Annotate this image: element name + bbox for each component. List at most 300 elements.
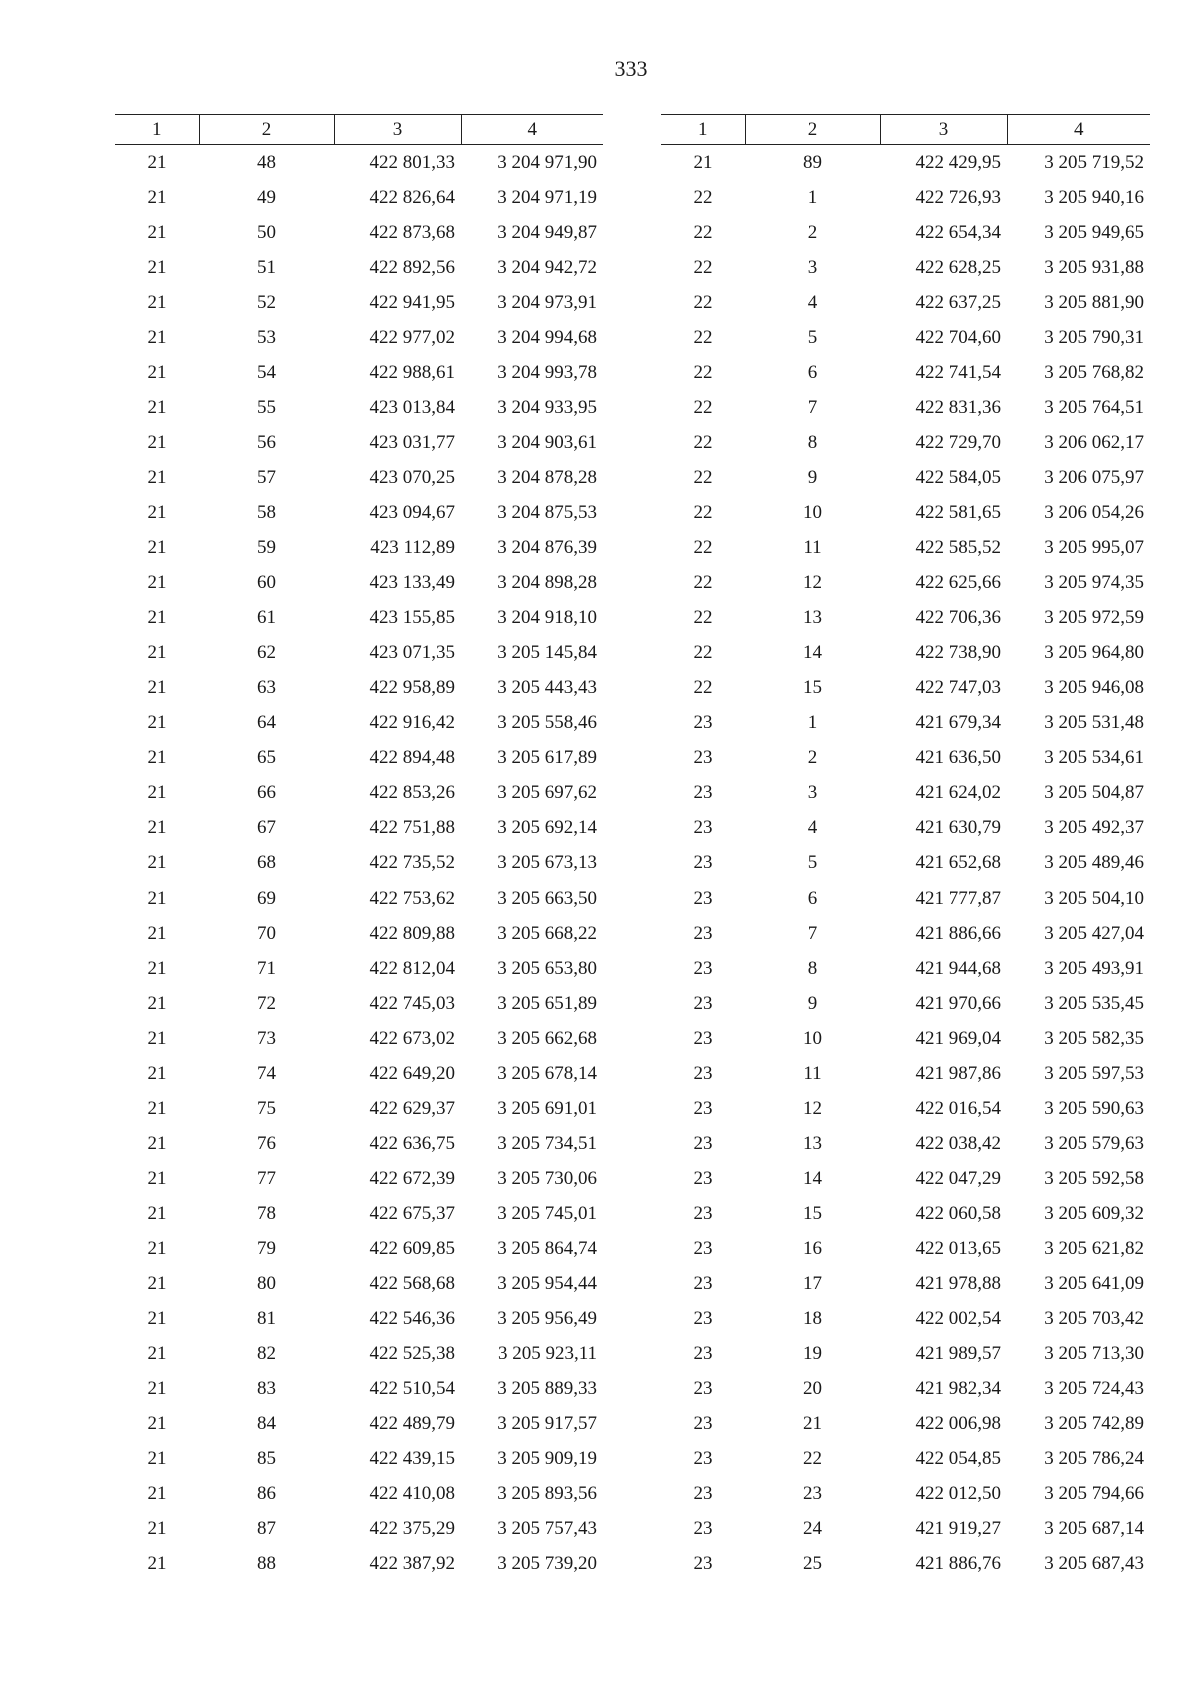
table-row — [115, 811, 603, 846]
cell-point: 66 — [257, 782, 276, 804]
cell-x: 422 489,79 — [369, 1413, 455, 1435]
table-row — [661, 1407, 1150, 1442]
cell-x: 421 987,86 — [915, 1062, 1001, 1084]
cell-y: 3 204 898,28 — [497, 572, 597, 594]
cell-zone: 21 — [147, 642, 167, 664]
cell-point: 59 — [257, 537, 276, 559]
cell-point: 12 — [803, 1097, 822, 1119]
cell-x: 422 735,52 — [369, 852, 455, 874]
table-row — [115, 1302, 603, 1337]
table-row — [661, 390, 1150, 425]
cell-point: 3 — [807, 782, 818, 804]
cell-zone: 21 — [147, 1378, 167, 1400]
cell-point: 10 — [803, 501, 822, 523]
table-row — [115, 881, 603, 916]
cell-zone: 22 — [693, 607, 713, 629]
cell-y: 3 205 790,31 — [1044, 326, 1144, 348]
table-row — [115, 986, 603, 1021]
cell-y: 3 204 942,72 — [497, 256, 597, 278]
cell-zone: 22 — [693, 431, 713, 453]
table-row — [661, 460, 1150, 495]
cell-y: 3 206 075,97 — [1044, 466, 1144, 488]
cell-zone: 21 — [147, 1202, 167, 1224]
cell-zone: 21 — [147, 677, 167, 699]
cell-x: 422 916,42 — [369, 712, 455, 734]
cell-zone: 21 — [147, 1027, 167, 1049]
table-row — [115, 1407, 603, 1442]
cell-zone: 23 — [693, 747, 713, 769]
cell-zone: 23 — [693, 1273, 713, 1295]
cell-zone: 21 — [147, 607, 167, 629]
cell-zone: 21 — [147, 957, 167, 979]
cell-point: 60 — [257, 572, 276, 594]
cell-zone: 23 — [693, 852, 713, 874]
cell-x: 422 745,03 — [369, 992, 455, 1014]
cell-y: 3 205 617,89 — [497, 747, 597, 769]
cell-x: 423 094,67 — [369, 501, 455, 523]
cell-y: 3 205 673,13 — [497, 852, 597, 874]
cell-x: 422 054,85 — [915, 1448, 1001, 1470]
table-row — [661, 425, 1150, 460]
table-row — [115, 355, 603, 390]
cell-point: 10 — [803, 1027, 822, 1049]
cell-y: 3 205 592,58 — [1044, 1167, 1144, 1189]
cell-x: 421 969,04 — [915, 1027, 1001, 1049]
table-row — [115, 1231, 603, 1266]
table-row — [661, 1021, 1150, 1056]
table-body-left — [115, 145, 603, 1582]
cell-y: 3 205 687,14 — [1044, 1518, 1144, 1540]
cell-x: 422 672,39 — [369, 1167, 455, 1189]
cell-point: 80 — [257, 1273, 276, 1295]
table-row — [661, 1196, 1150, 1231]
cell-x: 421 944,68 — [915, 957, 1001, 979]
cell-x: 422 410,08 — [369, 1483, 455, 1505]
cell-point: 13 — [803, 1132, 822, 1154]
cell-y: 3 205 504,87 — [1044, 782, 1144, 804]
cell-y: 3 205 949,65 — [1044, 221, 1144, 243]
table-row — [661, 320, 1150, 355]
column-header-3: 3 — [880, 115, 1007, 145]
table-row — [115, 1337, 603, 1372]
cell-y: 3 205 535,45 — [1044, 992, 1144, 1014]
cell-point: 79 — [257, 1237, 276, 1259]
cell-y: 3 205 697,62 — [497, 782, 597, 804]
cell-point: 7 — [807, 396, 818, 418]
cell-x: 422 038,42 — [915, 1132, 1001, 1154]
cell-y: 3 205 739,20 — [497, 1553, 597, 1575]
table-row — [661, 145, 1150, 181]
cell-y: 3 205 582,35 — [1044, 1027, 1144, 1049]
cell-zone: 21 — [147, 396, 167, 418]
cell-zone: 22 — [693, 537, 713, 559]
cell-y: 3 205 692,14 — [497, 817, 597, 839]
cell-y: 3 205 558,46 — [497, 712, 597, 734]
cell-x: 422 002,54 — [915, 1308, 1001, 1330]
cell-y: 3 204 876,39 — [497, 537, 597, 559]
cell-point: 67 — [257, 817, 276, 839]
cell-point: 24 — [803, 1518, 822, 1540]
cell-point: 77 — [257, 1167, 276, 1189]
cell-zone: 21 — [147, 256, 167, 278]
cell-point: 53 — [257, 326, 276, 348]
cell-zone: 23 — [693, 1062, 713, 1084]
cell-x: 422 060,58 — [915, 1202, 1001, 1224]
table-row — [661, 215, 1150, 250]
cell-point: 50 — [257, 221, 276, 243]
cell-x: 422 738,90 — [915, 642, 1001, 664]
table-row — [661, 1547, 1150, 1582]
cell-zone: 21 — [147, 501, 167, 523]
table-row — [661, 776, 1150, 811]
table-row — [115, 320, 603, 355]
cell-zone: 23 — [693, 992, 713, 1014]
cell-zone: 23 — [693, 1027, 713, 1049]
cell-zone: 21 — [147, 1132, 167, 1154]
cell-x: 422 988,61 — [369, 361, 455, 383]
cell-point: 84 — [257, 1413, 276, 1435]
table-row — [115, 741, 603, 776]
column-header-3: 3 — [334, 115, 461, 145]
cell-point: 4 — [807, 817, 818, 839]
table-row — [661, 1512, 1150, 1547]
cell-x: 421 624,02 — [915, 782, 1001, 804]
table-row — [661, 285, 1150, 320]
cell-zone: 21 — [147, 291, 167, 313]
cell-x: 421 989,57 — [915, 1343, 1001, 1365]
cell-zone: 21 — [147, 1553, 167, 1575]
cell-zone: 23 — [693, 1202, 713, 1224]
cell-point: 21 — [803, 1413, 822, 1435]
cell-x: 421 636,50 — [915, 747, 1001, 769]
cell-point: 1 — [807, 186, 818, 208]
cell-x: 421 970,66 — [915, 992, 1001, 1014]
cell-point: 6 — [807, 887, 818, 909]
cell-y: 3 205 893,56 — [497, 1483, 597, 1505]
table-row — [115, 1372, 603, 1407]
cell-point: 63 — [257, 677, 276, 699]
cell-zone: 23 — [693, 1237, 713, 1259]
cell-point: 20 — [803, 1378, 822, 1400]
table-row — [115, 1021, 603, 1056]
cell-point: 74 — [257, 1062, 276, 1084]
table-header-row — [115, 115, 603, 145]
cell-zone: 23 — [693, 1413, 713, 1435]
table-row — [115, 1477, 603, 1512]
cell-y: 3 205 995,07 — [1044, 537, 1144, 559]
table-row — [115, 1442, 603, 1477]
table-row — [661, 566, 1150, 601]
cell-point: 12 — [803, 572, 822, 594]
cell-zone: 21 — [147, 1273, 167, 1295]
cell-x: 422 628,25 — [915, 256, 1001, 278]
cell-x: 423 070,25 — [369, 466, 455, 488]
cell-point: 17 — [803, 1273, 822, 1295]
table-row — [661, 986, 1150, 1021]
cell-y: 3 205 531,48 — [1044, 712, 1144, 734]
cell-x: 423 031,77 — [369, 431, 455, 453]
coordinates-table-right — [661, 114, 1150, 1582]
cell-x: 422 831,36 — [915, 396, 1001, 418]
cell-x: 422 801,33 — [369, 151, 455, 173]
cell-x: 422 654,34 — [915, 221, 1001, 243]
page-number: 333 — [614, 56, 648, 81]
cell-zone: 22 — [693, 361, 713, 383]
cell-zone: 21 — [147, 361, 167, 383]
cell-zone: 21 — [147, 572, 167, 594]
cell-x: 422 637,25 — [915, 291, 1001, 313]
cell-x: 422 649,20 — [369, 1062, 455, 1084]
cell-zone: 22 — [693, 572, 713, 594]
cell-point: 82 — [257, 1343, 276, 1365]
cell-zone: 23 — [693, 817, 713, 839]
table-row — [661, 1477, 1150, 1512]
cell-y: 3 205 768,82 — [1044, 361, 1144, 383]
cell-x: 422 873,68 — [369, 221, 455, 243]
column-header-2: 2 — [745, 115, 880, 145]
table-row — [661, 1231, 1150, 1266]
cell-y: 3 205 972,59 — [1044, 607, 1144, 629]
table-row — [115, 390, 603, 425]
cell-point: 8 — [807, 957, 818, 979]
table-row — [661, 671, 1150, 706]
cell-y: 3 205 954,44 — [497, 1273, 597, 1295]
cell-zone: 21 — [147, 817, 167, 839]
column-header-4: 4 — [461, 115, 603, 145]
cell-zone: 21 — [147, 431, 167, 453]
cell-zone: 21 — [147, 186, 167, 208]
cell-point: 83 — [257, 1378, 276, 1400]
table-row — [661, 1372, 1150, 1407]
cell-zone: 23 — [693, 1518, 713, 1540]
cell-zone: 21 — [147, 1062, 167, 1084]
cell-zone: 23 — [693, 957, 713, 979]
cell-x: 421 982,34 — [915, 1378, 1001, 1400]
cell-x: 422 546,36 — [369, 1308, 455, 1330]
cell-y: 3 205 590,63 — [1044, 1097, 1144, 1119]
cell-y: 3 206 054,26 — [1044, 501, 1144, 523]
cell-y: 3 205 745,01 — [497, 1202, 597, 1224]
cell-point: 58 — [257, 501, 276, 523]
cell-x: 422 977,02 — [369, 326, 455, 348]
cell-y: 3 204 903,61 — [497, 431, 597, 453]
cell-y: 3 205 940,16 — [1044, 186, 1144, 208]
cell-zone: 22 — [693, 642, 713, 664]
cell-x: 422 706,36 — [915, 607, 1001, 629]
cell-x: 422 609,85 — [369, 1237, 455, 1259]
cell-point: 89 — [803, 151, 822, 173]
cell-zone: 23 — [693, 922, 713, 944]
cell-zone: 22 — [693, 256, 713, 278]
cell-point: 55 — [257, 396, 276, 418]
cell-point: 88 — [257, 1553, 276, 1575]
cell-point: 11 — [803, 537, 822, 559]
table-row — [115, 285, 603, 320]
cell-y: 3 205 703,42 — [1044, 1308, 1144, 1330]
table-row — [115, 1547, 603, 1582]
cell-zone: 22 — [693, 221, 713, 243]
table-row — [661, 916, 1150, 951]
table-row — [115, 706, 603, 741]
cell-y: 3 205 597,53 — [1044, 1062, 1144, 1084]
cell-point: 86 — [257, 1483, 276, 1505]
cell-point: 73 — [257, 1027, 276, 1049]
table-row — [661, 706, 1150, 741]
table-row — [661, 881, 1150, 916]
cell-x: 422 047,29 — [915, 1167, 1001, 1189]
cell-point: 14 — [803, 1167, 822, 1189]
cell-zone: 21 — [147, 466, 167, 488]
cell-zone: 21 — [147, 747, 167, 769]
table-row — [115, 460, 603, 495]
cell-y: 3 205 691,01 — [497, 1097, 597, 1119]
table-row — [115, 215, 603, 250]
table-row — [661, 951, 1150, 986]
table-row — [661, 531, 1150, 566]
cell-y: 3 204 875,53 — [497, 501, 597, 523]
table-row — [115, 1126, 603, 1161]
cell-point: 57 — [257, 466, 276, 488]
cell-y: 3 205 668,22 — [497, 922, 597, 944]
cell-zone: 23 — [693, 1097, 713, 1119]
cell-x: 421 886,76 — [915, 1553, 1001, 1575]
cell-y: 3 205 621,82 — [1044, 1237, 1144, 1259]
cell-y: 3 205 931,88 — [1044, 256, 1144, 278]
table-row — [661, 636, 1150, 671]
cell-zone: 22 — [693, 186, 713, 208]
cell-y: 3 205 917,57 — [497, 1413, 597, 1435]
cell-x: 422 629,37 — [369, 1097, 455, 1119]
cell-zone: 21 — [147, 852, 167, 874]
table-row — [661, 1267, 1150, 1302]
cell-x: 422 387,92 — [369, 1553, 455, 1575]
cell-x: 423 013,84 — [369, 396, 455, 418]
cell-y: 3 205 145,84 — [497, 642, 597, 664]
cell-x: 422 673,02 — [369, 1027, 455, 1049]
cell-point: 51 — [257, 256, 276, 278]
cell-y: 3 205 724,43 — [1044, 1378, 1144, 1400]
cell-zone: 22 — [693, 677, 713, 699]
cell-point: 9 — [807, 992, 818, 1014]
cell-point: 69 — [257, 887, 276, 909]
cell-zone: 22 — [693, 466, 713, 488]
table-row — [115, 145, 603, 181]
cell-zone: 21 — [147, 151, 167, 173]
table-row — [115, 601, 603, 636]
cell-zone: 23 — [693, 1378, 713, 1400]
table-row — [115, 776, 603, 811]
cell-y: 3 205 687,43 — [1044, 1553, 1144, 1575]
table-row — [115, 531, 603, 566]
cell-x: 422 439,15 — [369, 1448, 455, 1470]
table-row — [115, 1091, 603, 1126]
cell-y: 3 204 918,10 — [497, 607, 597, 629]
cell-x: 422 568,68 — [369, 1273, 455, 1295]
cell-x: 422 006,98 — [915, 1413, 1001, 1435]
table-row — [115, 250, 603, 285]
cell-x: 422 012,50 — [915, 1483, 1001, 1505]
cell-zone: 21 — [147, 1413, 167, 1435]
cell-y: 3 204 971,90 — [497, 151, 597, 173]
cell-x: 422 581,65 — [915, 501, 1001, 523]
cell-x: 422 747,03 — [915, 677, 1001, 699]
cell-y: 3 205 909,19 — [497, 1448, 597, 1470]
table-row — [115, 1512, 603, 1547]
cell-x: 422 958,89 — [369, 677, 455, 699]
cell-y: 3 206 062,17 — [1044, 431, 1144, 453]
cell-zone: 23 — [693, 1448, 713, 1470]
cell-zone: 23 — [693, 887, 713, 909]
cell-point: 18 — [803, 1308, 822, 1330]
cell-zone: 23 — [693, 712, 713, 734]
cell-x: 422 892,56 — [369, 256, 455, 278]
cell-x: 422 726,93 — [915, 186, 1001, 208]
cell-y: 3 205 504,10 — [1044, 887, 1144, 909]
cell-point: 22 — [803, 1448, 822, 1470]
cell-y: 3 204 878,28 — [497, 466, 597, 488]
cell-point: 78 — [257, 1202, 276, 1224]
cell-point: 5 — [807, 326, 818, 348]
cell-y: 3 205 923,11 — [497, 1343, 597, 1365]
table-row — [661, 1091, 1150, 1126]
table-row — [115, 671, 603, 706]
cell-y: 3 204 949,87 — [497, 221, 597, 243]
cell-y: 3 204 993,78 — [497, 361, 597, 383]
cell-y: 3 204 994,68 — [497, 326, 597, 348]
cell-x: 421 679,34 — [915, 712, 1001, 734]
table-row — [661, 250, 1150, 285]
cell-point: 14 — [803, 642, 822, 664]
table-row — [115, 1056, 603, 1091]
table-header-row — [661, 115, 1150, 145]
cell-x: 423 155,85 — [369, 607, 455, 629]
cell-zone: 23 — [693, 1167, 713, 1189]
table-row — [661, 846, 1150, 881]
cell-x: 423 071,35 — [369, 642, 455, 664]
cell-y: 3 205 492,37 — [1044, 817, 1144, 839]
cell-x: 422 826,64 — [369, 186, 455, 208]
table-body-right — [661, 145, 1150, 1582]
cell-zone: 21 — [147, 1237, 167, 1259]
cell-zone: 23 — [693, 1308, 713, 1330]
cell-point: 6 — [807, 361, 818, 383]
table-row — [661, 741, 1150, 776]
cell-y: 3 205 742,89 — [1044, 1413, 1144, 1435]
cell-point: 11 — [803, 1062, 822, 1084]
cell-zone: 22 — [693, 291, 713, 313]
cell-point: 48 — [257, 151, 276, 173]
cell-zone: 21 — [147, 221, 167, 243]
cell-y: 3 204 973,91 — [497, 291, 597, 313]
cell-zone: 23 — [693, 1553, 713, 1575]
cell-zone: 21 — [147, 1097, 167, 1119]
cell-point: 70 — [257, 922, 276, 944]
table-row — [661, 1442, 1150, 1477]
cell-x: 422 741,54 — [915, 361, 1001, 383]
cell-point: 49 — [257, 186, 276, 208]
cell-point: 75 — [257, 1097, 276, 1119]
cell-x: 421 919,27 — [915, 1518, 1001, 1540]
cell-y: 3 205 534,61 — [1044, 747, 1144, 769]
cell-zone: 21 — [147, 1448, 167, 1470]
cell-x: 422 585,52 — [915, 537, 1001, 559]
table-row — [115, 425, 603, 460]
cell-point: 3 — [807, 256, 818, 278]
cell-point: 16 — [803, 1237, 822, 1259]
cell-zone: 22 — [693, 326, 713, 348]
cell-y: 3 205 653,80 — [497, 957, 597, 979]
cell-x: 422 894,48 — [369, 747, 455, 769]
